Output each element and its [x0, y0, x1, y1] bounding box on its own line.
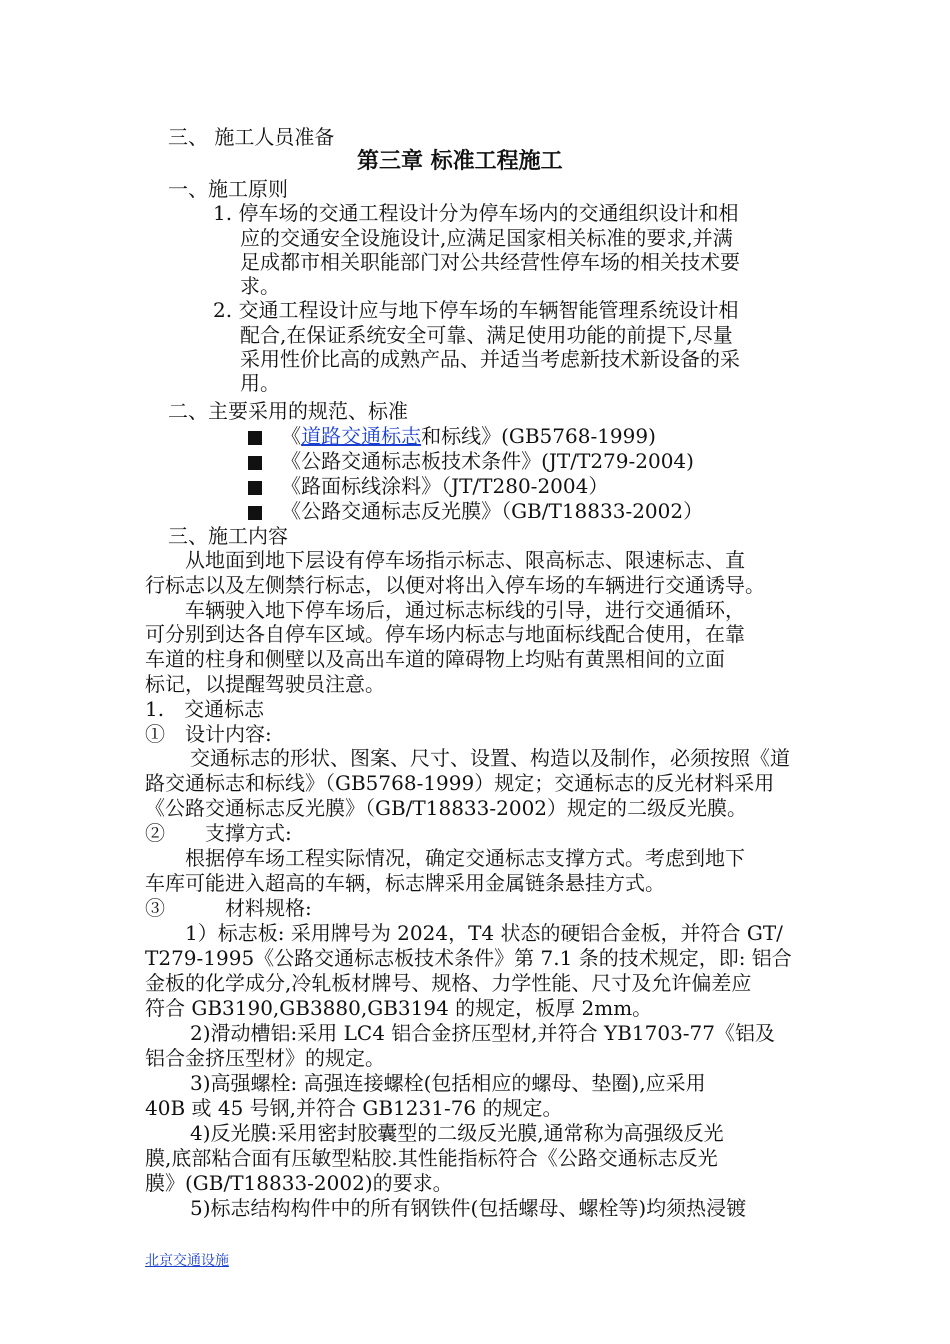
- design-line: 交通标志的形状、图案、尺寸、设置、构造以及制作，必须按照《道: [190, 746, 790, 770]
- principle-2-line: 用。: [240, 371, 280, 395]
- bullet-square-icon: [248, 481, 262, 495]
- standard-item: 《公路交通标志反光膜》（GB/T18833-2002）: [248, 499, 703, 523]
- material-line: 膜,底部粘合面有压敏型粘胶.其性能指标符合《公路交通标志反光: [145, 1146, 718, 1170]
- principle-1-line: 应的交通安全设施设计,应满足国家相关标准的要求,并满: [240, 226, 733, 250]
- material-line: 4)反光膜:采用密封胶囊型的二级反光膜,通常称为高强级反光: [190, 1121, 724, 1145]
- standard-link[interactable]: 道路交通标志: [301, 424, 422, 448]
- principle-1-line: 求。: [240, 274, 280, 298]
- material-line: 1）标志板: 采用牌号为 2024，T4 状态的硬铝合金板，并符合 GT/: [185, 921, 783, 945]
- content-para2-line: 车道的柱身和侧壁以及高出车道的障碍物上均贴有黄黑相间的立面: [145, 647, 725, 671]
- principle-1-line: 1. 停车场的交通工程设计分为停车场内的交通组织设计和相: [213, 201, 739, 225]
- material-line: 5)标志结构构件中的所有钢铁件(包括螺母、螺栓等)均须热浸镀: [190, 1196, 747, 1220]
- material-line: 膜》(GB/T18833-2002)的要求。: [145, 1171, 453, 1195]
- standard-item: 《公路交通标志板技术条件》(JT/T279-2004): [248, 449, 694, 473]
- footer-link[interactable]: 北京交通设施: [145, 1253, 229, 1269]
- material-line: 金板的化学成分,冷轧板材牌号、规格、力学性能、尺寸及允许偏差应: [145, 971, 752, 995]
- principles-heading: 一、施工原则: [168, 177, 288, 201]
- content-para1-line: 行标志以及左侧禁行标志，以便对将出入停车场的车辆进行交通诱导。: [145, 573, 765, 597]
- material-line: T279-1995《公路交通标志板技术条件》第 7.1 条的技术规定，即: 铝合: [145, 946, 792, 970]
- content-para2-line: 可分别到达各自停车区域。停车场内标志与地面标线配合使用，在靠: [145, 622, 745, 646]
- material-line: 2)滑动槽铝:采用 LC4 铝合金挤压型材,并符合 YB1703-77《铝及: [190, 1021, 776, 1045]
- content-para2-line: 标记，以提醒驾驶员注意。: [145, 672, 385, 696]
- standard-item: 《道路交通标志和标线》(GB5768-1999): [248, 424, 656, 448]
- design-line: 路交通标志和标线》（GB5768-1999）规定；交通标志的反光材料采用: [145, 771, 775, 795]
- material-line: 铝合金挤压型材》的规定。: [145, 1046, 385, 1070]
- chapter-title: 第三章 标准工程施工: [357, 149, 563, 174]
- traffic-signs-heading: 1. 交通标志: [145, 697, 265, 721]
- section-prev-heading: 三、 施工人员准备: [168, 125, 335, 149]
- design-line: 《公路交通标志反光膜》（GB/T18833-2002）规定的二级反光膜。: [145, 796, 748, 820]
- content-para1-line: 从地面到地下层设有停车场指示标志、限高标志、限速标志、直: [185, 548, 745, 572]
- material-line: 40B 或 45 号钢,并符合 GB1231-76 的规定。: [145, 1096, 563, 1120]
- principle-2-line: 配合,在保证系统安全可靠、满足使用功能的前提下,尽量: [240, 323, 733, 347]
- bullet-square-icon: [248, 431, 262, 445]
- material-line: 符合 GB3190,GB3880,GB3194 的规定，板厚 2mm。: [145, 996, 653, 1020]
- standards-heading: 二、主要采用的规范、标准: [168, 399, 408, 423]
- principle-2-line: 2. 交通工程设计应与地下停车场的车辆智能管理系统设计相: [213, 298, 739, 322]
- principle-2-line: 采用性价比高的成熟产品、并适当考虑新技术新设备的采: [240, 347, 740, 371]
- bullet-square-icon: [248, 456, 262, 470]
- principle-1-line: 足成都市相关职能部门对公共经营性停车场的相关技术要: [240, 250, 740, 274]
- material-line: 3)高强螺栓: 高强连接螺栓(包括相应的螺母、垫圈),应采用: [190, 1071, 706, 1095]
- support-line: 根据停车场工程实际情况，确定交通标志支撑方式。考虑到地下: [185, 846, 745, 870]
- bullet-square-icon: [248, 506, 262, 520]
- material-heading: ③ 材料规格:: [145, 896, 312, 920]
- content-heading: 三、施工内容: [168, 524, 288, 548]
- standard-item: 《路面标线涂料》（JT/T280-2004）: [248, 474, 608, 498]
- support-line: 车库可能进入超高的车辆，标志牌采用金属链条悬挂方式。: [145, 871, 665, 895]
- design-heading: ① 设计内容:: [145, 722, 272, 746]
- support-heading: ② 支撑方式:: [145, 821, 292, 845]
- content-para2-line: 车辆驶入地下停车场后，通过标志标线的引导，进行交通循环，: [185, 598, 745, 622]
